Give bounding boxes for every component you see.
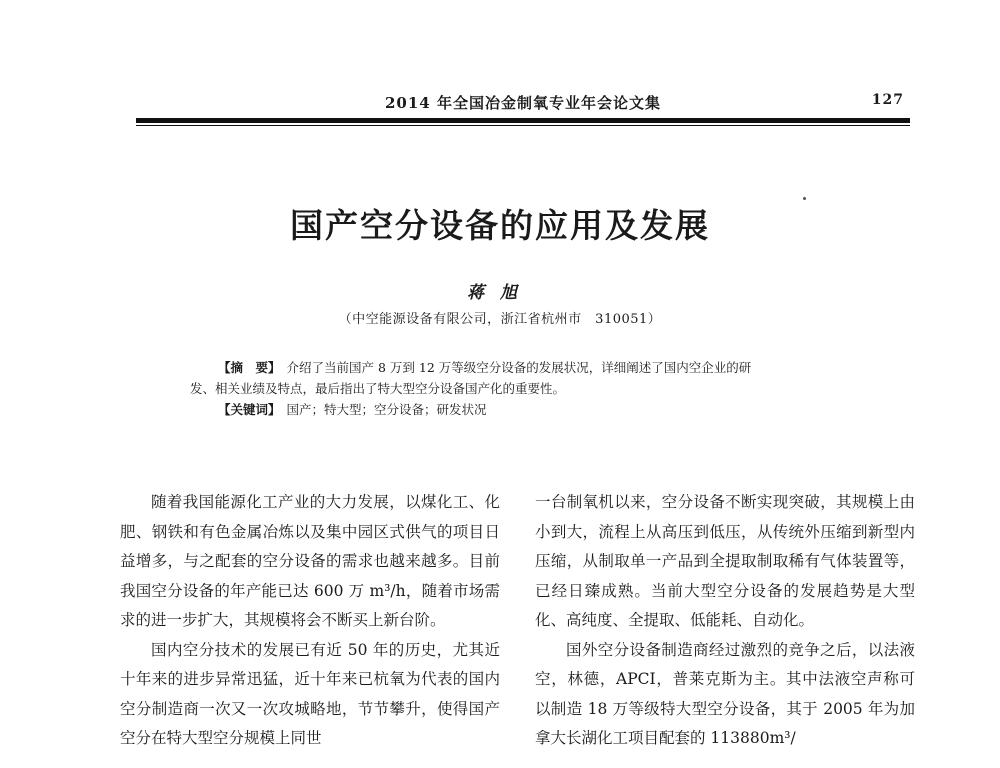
running-title: 2014 年全国冶金制氧专业年会论文集	[385, 94, 661, 112]
author-affiliation: （中空能源设备有限公司，浙江省杭州市 310051）	[338, 312, 662, 327]
author-name: 蒋旭	[467, 283, 533, 303]
abstract-block	[190, 357, 870, 420]
body-paragraph: 随着我国能源化工产业的大力发展，以煤化工、化肥、钢铁和有色金属冶炼以及集中园区式供气的项目日益增多，与之配套的空分设备的需求也越来越多。目前我国空分设备的年产能已达 600 万 m³/h，随着市场需求的进一步扩大，其规模将会不断买上新台阶。	[120, 493, 500, 629]
page-number: 127	[871, 92, 904, 108]
header-rule-thick	[136, 118, 910, 123]
keywords-text: 国产；特大型；空分设备；研发状况	[286, 402, 487, 417]
abstract-text-line2: 发、相关业绩及特点，最后指出了特大型空分设备国产化的重要性。	[190, 381, 566, 396]
abstract-text-line1: 介绍了当前国产 8 万到 12 万等级空分设备的发展状况，详细阐述了国内空企业的研	[286, 360, 752, 375]
header-rule-thin	[136, 125, 910, 126]
body-column-right	[535, 488, 915, 754]
body-column-left	[120, 488, 500, 754]
body-paragraph: 一台制氧机以来，空分设备不断实现突破，其规模上由小到大，流程上从高压到低压，从传统外压缩到新型内压缩，从制取单一产品到全提取制取稀有气体装置等，已经日臻成熟。当前大型空分设备的发展趋势是大型化、高纯度、全提取、低能耗、自动化。	[535, 493, 915, 629]
keywords-label: 【关键词】	[218, 402, 281, 417]
paper-title: 国产空分设备的应用及发展	[290, 206, 710, 245]
body-paragraph: 国外空分设备制造商经过激烈的竞争之后，以法液空，林德，APCI，普莱克斯为主。其中法液空声称可以制造 18 万等级特大型空分设备，其于 2005 年为加拿大长湖化工项目配套的 113880m³/	[535, 640, 915, 747]
abstract-label: 【摘 要】	[218, 360, 281, 375]
body-paragraph: 国内空分技术的发展已有近 50 年的历史，尤其近十年来的进步异常迅猛，近十年来已杭氧为代表的国内空分制造商一次又一次攻城略地，节节攀升，使得国产空分在特大型空分规模上同世	[120, 640, 500, 747]
running-header	[130, 92, 910, 112]
